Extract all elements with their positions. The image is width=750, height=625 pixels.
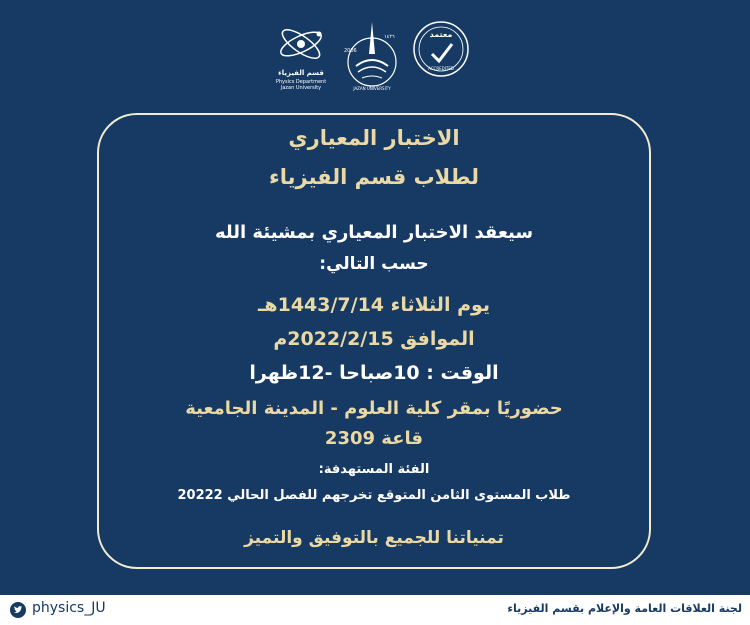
- twitter-icon: [10, 602, 26, 618]
- jazan-seal-icon: [342, 14, 402, 94]
- physics-logo-ar: قسم الفيزياء: [278, 69, 324, 77]
- time-line: الوقت : 10صباحا -12ظهرا: [249, 362, 499, 384]
- location-line: حضوريًا بمقر كلية العلوم - المدينة الجامعية: [185, 398, 563, 419]
- audience-label: الفئة المستهدفة:: [318, 462, 430, 477]
- physics-logo-university: Jazan University: [280, 85, 322, 91]
- accredited-label-ar: معتمد: [429, 30, 453, 39]
- day-line: يوم الثلاثاء 1443/7/14هـ: [257, 294, 491, 316]
- footer-bar: [0, 595, 750, 625]
- physics-department-logo: [270, 20, 332, 100]
- accredited-label-en: ACCREDITED: [428, 66, 454, 71]
- intro-line-2: حسب التالي:: [319, 254, 429, 274]
- jazan-hijri: ١٤٢٦: [384, 34, 395, 40]
- title-line-2: لطلاب قسم الفيزياء: [269, 165, 479, 189]
- audience-text: طلاب المستوى الثامن المتوقع تخرجهم للفصل الحالي 20222: [177, 488, 571, 503]
- jazan-name: JAZAN UNIVERSITY: [353, 86, 391, 91]
- atom-icon: [270, 20, 332, 70]
- room-line: قاعة 2309: [324, 428, 424, 449]
- jazan-university-logo: [342, 14, 402, 94]
- closing-line: تمنياتنا للجميع بالتوفيق والتميز: [244, 528, 504, 548]
- jazan-year: 2006: [344, 48, 357, 54]
- intro-line-1: سيعقد الاختبار المعياري بمشيئة الله: [214, 222, 534, 243]
- accredited-badge: [410, 18, 472, 98]
- footer-credit: لجنة العلاقات العامة والإعلام بقسم الفيزياء: [507, 602, 742, 615]
- twitter-handle[interactable]: physics_JU: [32, 600, 106, 616]
- physics-logo-en: Physics Department: [275, 79, 327, 85]
- date-line: الموافق 2022/2/15م: [273, 328, 475, 350]
- logo-strip: [270, 14, 470, 98]
- title-line-1: الاختبار المعياري: [288, 126, 460, 150]
